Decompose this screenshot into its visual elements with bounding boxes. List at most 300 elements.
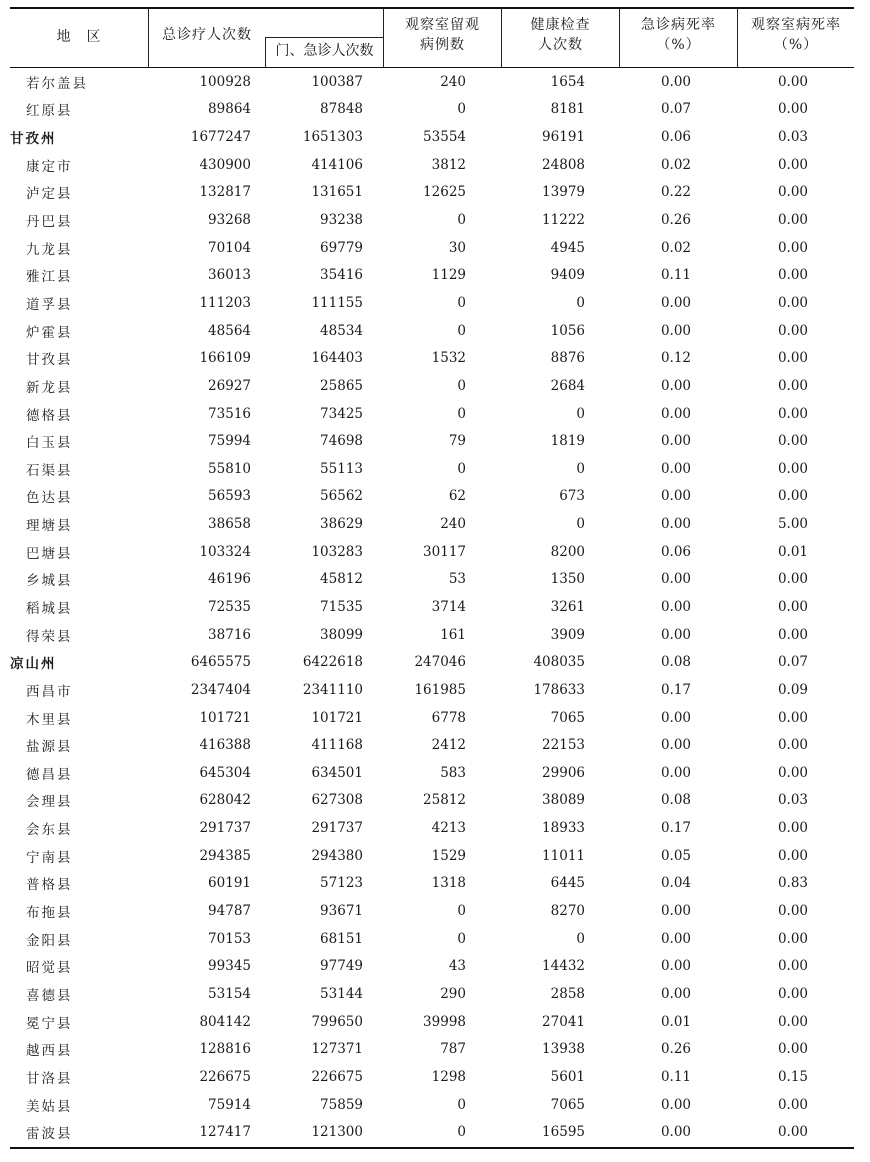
observation-mortality-cell: 0.07 xyxy=(777,654,808,671)
health-check-cell: 24808 xyxy=(542,156,585,173)
observation-cases-cell: 1529 xyxy=(431,847,466,864)
observation-cases-cell: 43 xyxy=(448,958,466,975)
observation-mortality-cell: 0.00 xyxy=(777,267,808,284)
header-region: 地 区 xyxy=(56,29,102,45)
outpatient-visits-cell: 291737 xyxy=(311,820,363,837)
table-row xyxy=(10,870,854,898)
region-name: 丹巴县 xyxy=(26,214,73,231)
region-name: 若尔盖县 xyxy=(26,75,88,92)
observation-mortality-cell: 0.01 xyxy=(777,543,808,560)
total-visits-cell: 291737 xyxy=(199,820,251,837)
observation-mortality-cell: 0.00 xyxy=(777,73,808,90)
health-check-cell: 11011 xyxy=(542,847,585,864)
observation-cases-cell: 3714 xyxy=(431,598,466,615)
region-name: 布拖县 xyxy=(26,905,73,922)
emergency-mortality-cell: 0.06 xyxy=(660,129,691,146)
emergency-mortality-cell: 0.01 xyxy=(660,1013,691,1030)
region-name: 会东县 xyxy=(26,822,73,839)
total-visits-cell: 72535 xyxy=(208,598,251,615)
observation-cases-cell: 0 xyxy=(457,101,466,118)
emergency-mortality-cell: 0.05 xyxy=(660,847,691,864)
region-name: 甘孜州 xyxy=(10,131,57,148)
total-visits-cell: 6465575 xyxy=(190,654,251,671)
emergency-mortality-cell: 0.00 xyxy=(660,460,691,477)
outpatient-visits-cell: 101721 xyxy=(311,709,363,726)
outpatient-visits-cell: 48534 xyxy=(320,322,363,339)
table-row xyxy=(10,317,854,345)
region-name: 稻城县 xyxy=(26,600,73,617)
outpatient-visits-cell: 69779 xyxy=(320,239,363,256)
health-check-cell: 178633 xyxy=(533,681,585,698)
observation-cases-cell: 53554 xyxy=(423,129,466,146)
outpatient-visits-cell: 93671 xyxy=(320,903,363,920)
table-bottom-rule xyxy=(10,1147,854,1149)
region-name: 乡城县 xyxy=(26,573,73,590)
emergency-mortality-cell: 0.00 xyxy=(660,958,691,975)
outpatient-visits-cell: 414106 xyxy=(311,156,363,173)
region-name: 昭觉县 xyxy=(26,960,73,977)
table-row xyxy=(10,787,854,815)
region-name: 喜德县 xyxy=(26,987,73,1004)
total-visits-cell: 60191 xyxy=(208,875,251,892)
health-check-cell: 1654 xyxy=(550,73,585,90)
health-check-cell: 408035 xyxy=(533,654,585,671)
total-visits-cell: 132817 xyxy=(199,184,251,201)
observation-mortality-cell: 0.00 xyxy=(777,820,808,837)
observation-cases-cell: 0 xyxy=(457,294,466,311)
observation-cases-cell: 1318 xyxy=(431,875,466,892)
observation-mortality-cell: 0.00 xyxy=(777,294,808,311)
observation-mortality-cell: 5.00 xyxy=(777,516,808,533)
region-name: 冕宁县 xyxy=(26,1015,73,1032)
table-row xyxy=(10,455,854,483)
total-visits-cell: 2347404 xyxy=(190,681,251,698)
observation-mortality-cell: 0.00 xyxy=(777,460,808,477)
table-row xyxy=(10,151,854,179)
emergency-mortality-cell: 0.00 xyxy=(660,73,691,90)
observation-cases-cell: 4213 xyxy=(431,820,466,837)
health-check-cell: 22153 xyxy=(542,737,585,754)
region-name: 甘洛县 xyxy=(26,1070,73,1087)
total-visits-cell: 101721 xyxy=(199,709,251,726)
observation-cases-cell: 79 xyxy=(448,433,466,450)
table-row xyxy=(10,676,854,704)
total-visits-cell: 226675 xyxy=(199,1068,251,1085)
table-row xyxy=(10,68,854,96)
health-check-cell: 1350 xyxy=(550,571,585,588)
total-visits-cell: 1677247 xyxy=(190,129,251,146)
table-row xyxy=(10,925,854,953)
emergency-mortality-cell: 0.00 xyxy=(660,405,691,422)
outpatient-visits-cell: 53144 xyxy=(320,985,363,1002)
observation-mortality-cell: 0.00 xyxy=(777,1013,808,1030)
outpatient-visits-cell: 226675 xyxy=(311,1068,363,1085)
header-health-check: 健康检查 人次数 xyxy=(530,17,591,53)
outpatient-visits-cell: 56562 xyxy=(320,488,363,505)
prefecture-row xyxy=(10,648,854,676)
region-name: 新龙县 xyxy=(26,379,73,396)
health-check-cell: 5601 xyxy=(550,1068,585,1085)
emergency-mortality-cell: 0.07 xyxy=(660,101,691,118)
emergency-mortality-cell: 0.11 xyxy=(660,267,691,284)
health-check-cell: 0 xyxy=(576,405,585,422)
table-row xyxy=(10,510,854,538)
health-check-cell: 13979 xyxy=(542,184,585,201)
table-row xyxy=(10,704,854,732)
observation-cases-cell: 30 xyxy=(448,239,466,256)
health-check-cell: 0 xyxy=(576,294,585,311)
observation-cases-cell: 12625 xyxy=(423,184,466,201)
observation-mortality-cell: 0.00 xyxy=(777,184,808,201)
health-check-cell: 0 xyxy=(576,460,585,477)
header-emergency-mortality: 急诊病死率 （%） xyxy=(641,17,716,53)
table-row xyxy=(10,953,854,981)
table-row xyxy=(10,234,854,262)
emergency-mortality-cell: 0.26 xyxy=(660,212,691,229)
emergency-mortality-cell: 0.02 xyxy=(660,156,691,173)
table-row xyxy=(10,96,854,124)
region-name: 凉山州 xyxy=(10,656,57,673)
table-top-rule xyxy=(10,7,854,9)
header-observation-mortality: 观察室病死率 （%） xyxy=(751,17,841,53)
region-name: 红原县 xyxy=(26,103,73,120)
emergency-mortality-cell: 0.00 xyxy=(660,985,691,1002)
observation-cases-cell: 240 xyxy=(440,73,466,90)
total-visits-cell: 75914 xyxy=(208,1096,251,1113)
total-visits-cell: 36013 xyxy=(208,267,251,284)
health-check-cell: 7065 xyxy=(550,1096,585,1113)
observation-cases-cell: 25812 xyxy=(423,792,466,809)
health-check-cell: 2858 xyxy=(550,985,585,1002)
emergency-mortality-cell: 0.00 xyxy=(660,377,691,394)
emergency-mortality-cell: 0.00 xyxy=(660,1124,691,1141)
outpatient-visits-cell: 45812 xyxy=(320,571,363,588)
table-row xyxy=(10,344,854,372)
outpatient-visits-cell: 75859 xyxy=(320,1096,363,1113)
observation-cases-cell: 1298 xyxy=(431,1068,466,1085)
emergency-mortality-cell: 0.00 xyxy=(660,1096,691,1113)
emergency-mortality-cell: 0.04 xyxy=(660,875,691,892)
total-visits-cell: 70104 xyxy=(208,239,251,256)
health-check-cell: 0 xyxy=(576,930,585,947)
observation-mortality-cell: 0.00 xyxy=(777,847,808,864)
emergency-mortality-cell: 0.17 xyxy=(660,681,691,698)
observation-cases-cell: 0 xyxy=(457,1096,466,1113)
observation-cases-cell: 240 xyxy=(440,516,466,533)
health-check-cell: 8876 xyxy=(550,350,585,367)
region-name: 甘孜县 xyxy=(26,352,73,369)
total-visits-cell: 73516 xyxy=(208,405,251,422)
emergency-mortality-cell: 0.00 xyxy=(660,598,691,615)
emergency-mortality-cell: 0.00 xyxy=(660,626,691,643)
outpatient-visits-cell: 97749 xyxy=(320,958,363,975)
outpatient-visits-cell: 411168 xyxy=(311,737,363,754)
health-check-cell: 6445 xyxy=(550,875,585,892)
total-visits-cell: 103324 xyxy=(199,543,251,560)
emergency-mortality-cell: 0.00 xyxy=(660,516,691,533)
health-check-cell: 1819 xyxy=(550,433,585,450)
outpatient-visits-cell: 121300 xyxy=(311,1124,363,1141)
health-check-cell: 8270 xyxy=(550,903,585,920)
total-visits-cell: 56593 xyxy=(208,488,251,505)
table-row xyxy=(10,593,854,621)
observation-mortality-cell: 0.00 xyxy=(777,1124,808,1141)
health-check-cell: 9409 xyxy=(550,267,585,284)
observation-cases-cell: 290 xyxy=(440,985,466,1002)
region-name: 越西县 xyxy=(26,1043,73,1060)
observation-cases-cell: 1129 xyxy=(431,267,466,284)
health-check-cell: 11222 xyxy=(542,212,585,229)
table-row xyxy=(10,206,854,234)
total-visits-cell: 26927 xyxy=(208,377,251,394)
health-check-cell: 29906 xyxy=(542,764,585,781)
region-name: 雅江县 xyxy=(26,269,73,286)
header-outpatient-emergency: 门、急诊人次数 xyxy=(275,43,374,59)
region-name: 德昌县 xyxy=(26,766,73,783)
region-name: 道孚县 xyxy=(26,296,73,313)
region-name: 石渠县 xyxy=(26,462,73,479)
region-name: 西昌市 xyxy=(26,683,73,700)
data-table-body xyxy=(10,68,854,1146)
observation-mortality-cell: 0.00 xyxy=(777,322,808,339)
health-check-cell: 16595 xyxy=(542,1124,585,1141)
total-visits-cell: 100928 xyxy=(199,73,251,90)
outpatient-visits-cell: 25865 xyxy=(320,377,363,394)
region-name: 泸定县 xyxy=(26,186,73,203)
health-check-cell: 8181 xyxy=(550,101,585,118)
health-check-cell: 18933 xyxy=(542,820,585,837)
emergency-mortality-cell: 0.00 xyxy=(660,488,691,505)
outpatient-visits-cell: 55113 xyxy=(320,460,363,477)
table-row xyxy=(10,427,854,455)
table-row xyxy=(10,1063,854,1091)
observation-cases-cell: 53 xyxy=(448,571,466,588)
health-check-cell: 27041 xyxy=(542,1013,585,1030)
observation-mortality-cell: 0.00 xyxy=(777,985,808,1002)
outpatient-visits-cell: 93238 xyxy=(320,212,363,229)
observation-mortality-cell: 0.00 xyxy=(777,156,808,173)
observation-cases-cell: 0 xyxy=(457,1124,466,1141)
region-name: 美姑县 xyxy=(26,1098,73,1115)
observation-cases-cell: 3812 xyxy=(431,156,466,173)
observation-cases-cell: 583 xyxy=(440,764,466,781)
emergency-mortality-cell: 0.08 xyxy=(660,792,691,809)
table-row xyxy=(10,483,854,511)
observation-cases-cell: 2412 xyxy=(431,737,466,754)
table-row xyxy=(10,179,854,207)
table-row xyxy=(10,400,854,428)
observation-cases-cell: 247046 xyxy=(414,654,466,671)
health-check-cell: 4945 xyxy=(550,239,585,256)
total-visits-cell: 416388 xyxy=(199,737,251,754)
table-row xyxy=(10,289,854,317)
header-observation: 观察室留观 病例数 xyxy=(405,17,480,53)
table-row xyxy=(10,372,854,400)
region-name: 雷波县 xyxy=(26,1126,73,1143)
observation-mortality-cell: 0.00 xyxy=(777,930,808,947)
total-visits-cell: 645304 xyxy=(199,764,251,781)
table-row xyxy=(10,814,854,842)
table-row xyxy=(10,897,854,925)
emergency-mortality-cell: 0.11 xyxy=(660,1068,691,1085)
region-name: 德格县 xyxy=(26,407,73,424)
outpatient-visits-cell: 73425 xyxy=(320,405,363,422)
outpatient-visits-cell: 627308 xyxy=(311,792,363,809)
total-visits-cell: 804142 xyxy=(199,1013,251,1030)
observation-mortality-cell: 0.00 xyxy=(777,737,808,754)
region-name: 木里县 xyxy=(26,711,73,728)
health-check-cell: 96191 xyxy=(542,129,585,146)
observation-mortality-cell: 0.09 xyxy=(777,681,808,698)
observation-mortality-cell: 0.03 xyxy=(777,792,808,809)
observation-cases-cell: 0 xyxy=(457,930,466,947)
observation-mortality-cell: 0.83 xyxy=(777,875,808,892)
health-check-cell: 673 xyxy=(559,488,585,505)
observation-mortality-cell: 0.03 xyxy=(777,129,808,146)
outpatient-visits-cell: 164403 xyxy=(311,350,363,367)
observation-mortality-cell: 0.00 xyxy=(777,350,808,367)
region-name: 会理县 xyxy=(26,794,73,811)
observation-cases-cell: 1532 xyxy=(431,350,466,367)
table-row xyxy=(10,1008,854,1036)
emergency-mortality-cell: 0.00 xyxy=(660,930,691,947)
region-name: 色达县 xyxy=(26,490,73,507)
emergency-mortality-cell: 0.00 xyxy=(660,764,691,781)
header-sub-rule xyxy=(265,37,383,38)
emergency-mortality-cell: 0.00 xyxy=(660,433,691,450)
total-visits-cell: 628042 xyxy=(199,792,251,809)
observation-mortality-cell: 0.00 xyxy=(777,1041,808,1058)
health-check-cell: 14432 xyxy=(542,958,585,975)
emergency-mortality-cell: 0.00 xyxy=(660,903,691,920)
region-name: 盐源县 xyxy=(26,739,73,756)
region-name: 普格县 xyxy=(26,877,73,894)
observation-mortality-cell: 0.00 xyxy=(777,1096,808,1113)
observation-cases-cell: 0 xyxy=(457,212,466,229)
emergency-mortality-cell: 0.26 xyxy=(660,1041,691,1058)
emergency-mortality-cell: 0.22 xyxy=(660,184,691,201)
total-visits-cell: 55810 xyxy=(208,460,251,477)
emergency-mortality-cell: 0.12 xyxy=(660,350,691,367)
health-check-cell: 3909 xyxy=(550,626,585,643)
emergency-mortality-cell: 0.00 xyxy=(660,322,691,339)
total-visits-cell: 99345 xyxy=(208,958,251,975)
region-name: 炉霍县 xyxy=(26,324,73,341)
outpatient-visits-cell: 131651 xyxy=(311,184,363,201)
outpatient-visits-cell: 74698 xyxy=(320,433,363,450)
table-row xyxy=(10,1091,854,1119)
emergency-mortality-cell: 0.00 xyxy=(660,294,691,311)
outpatient-visits-cell: 2341110 xyxy=(302,681,363,698)
observation-mortality-cell: 0.00 xyxy=(777,764,808,781)
outpatient-visits-cell: 87848 xyxy=(320,101,363,118)
outpatient-visits-cell: 6422618 xyxy=(302,654,363,671)
region-name: 九龙县 xyxy=(26,241,73,258)
outpatient-visits-cell: 799650 xyxy=(311,1013,363,1030)
health-check-cell: 2684 xyxy=(550,377,585,394)
observation-cases-cell: 39998 xyxy=(423,1013,466,1030)
observation-cases-cell: 30117 xyxy=(423,543,466,560)
total-visits-cell: 70153 xyxy=(208,930,251,947)
outpatient-visits-cell: 1651303 xyxy=(302,129,363,146)
observation-mortality-cell: 0.00 xyxy=(777,377,808,394)
total-visits-cell: 89864 xyxy=(208,101,251,118)
outpatient-visits-cell: 103283 xyxy=(311,543,363,560)
total-visits-cell: 93268 xyxy=(208,212,251,229)
observation-cases-cell: 0 xyxy=(457,460,466,477)
emergency-mortality-cell: 0.00 xyxy=(660,571,691,588)
table-row xyxy=(10,621,854,649)
header-total-visits: 总诊疗人次数 xyxy=(162,27,252,43)
region-name: 宁南县 xyxy=(26,849,73,866)
outpatient-visits-cell: 100387 xyxy=(311,73,363,90)
total-visits-cell: 94787 xyxy=(208,903,251,920)
table-row xyxy=(10,842,854,870)
emergency-mortality-cell: 0.06 xyxy=(660,543,691,560)
emergency-mortality-cell: 0.00 xyxy=(660,709,691,726)
outpatient-visits-cell: 127371 xyxy=(311,1041,363,1058)
health-check-cell: 7065 xyxy=(550,709,585,726)
observation-cases-cell: 62 xyxy=(448,488,466,505)
outpatient-visits-cell: 35416 xyxy=(320,267,363,284)
table-row xyxy=(10,1035,854,1063)
total-visits-cell: 38716 xyxy=(208,626,251,643)
outpatient-visits-cell: 57123 xyxy=(320,875,363,892)
emergency-mortality-cell: 0.02 xyxy=(660,239,691,256)
observation-mortality-cell: 0.00 xyxy=(777,433,808,450)
region-name: 巴塘县 xyxy=(26,545,73,562)
outpatient-visits-cell: 294380 xyxy=(311,847,363,864)
health-check-cell: 3261 xyxy=(550,598,585,615)
observation-mortality-cell: 0.00 xyxy=(777,709,808,726)
total-visits-cell: 111203 xyxy=(199,294,251,311)
table-row xyxy=(10,759,854,787)
observation-mortality-cell: 0.15 xyxy=(777,1068,808,1085)
total-visits-cell: 430900 xyxy=(199,156,251,173)
outpatient-visits-cell: 111155 xyxy=(311,294,363,311)
observation-cases-cell: 161 xyxy=(440,626,466,643)
region-name: 得荣县 xyxy=(26,628,73,645)
observation-cases-cell: 787 xyxy=(440,1041,466,1058)
observation-mortality-cell: 0.00 xyxy=(777,405,808,422)
health-check-cell: 1056 xyxy=(550,322,585,339)
emergency-mortality-cell: 0.17 xyxy=(660,820,691,837)
total-visits-cell: 127417 xyxy=(199,1124,251,1141)
data-table xyxy=(10,68,854,1146)
observation-mortality-cell: 0.00 xyxy=(777,488,808,505)
total-visits-cell: 38658 xyxy=(208,516,251,533)
total-visits-cell: 53154 xyxy=(208,985,251,1002)
table-row xyxy=(10,1118,854,1146)
observation-mortality-cell: 0.00 xyxy=(777,212,808,229)
total-visits-cell: 48564 xyxy=(208,322,251,339)
observation-cases-cell: 0 xyxy=(457,405,466,422)
observation-cases-cell: 0 xyxy=(457,322,466,339)
table-row xyxy=(10,731,854,759)
total-visits-cell: 75994 xyxy=(208,433,251,450)
emergency-mortality-cell: 0.08 xyxy=(660,654,691,671)
observation-mortality-cell: 0.00 xyxy=(777,101,808,118)
observation-cases-cell: 6778 xyxy=(431,709,466,726)
health-check-cell: 0 xyxy=(576,516,585,533)
outpatient-visits-cell: 71535 xyxy=(320,598,363,615)
observation-mortality-cell: 0.00 xyxy=(777,571,808,588)
health-check-cell: 38089 xyxy=(542,792,585,809)
observation-mortality-cell: 0.00 xyxy=(777,903,808,920)
total-visits-cell: 46196 xyxy=(208,571,251,588)
table-row xyxy=(10,261,854,289)
observation-mortality-cell: 0.00 xyxy=(777,598,808,615)
